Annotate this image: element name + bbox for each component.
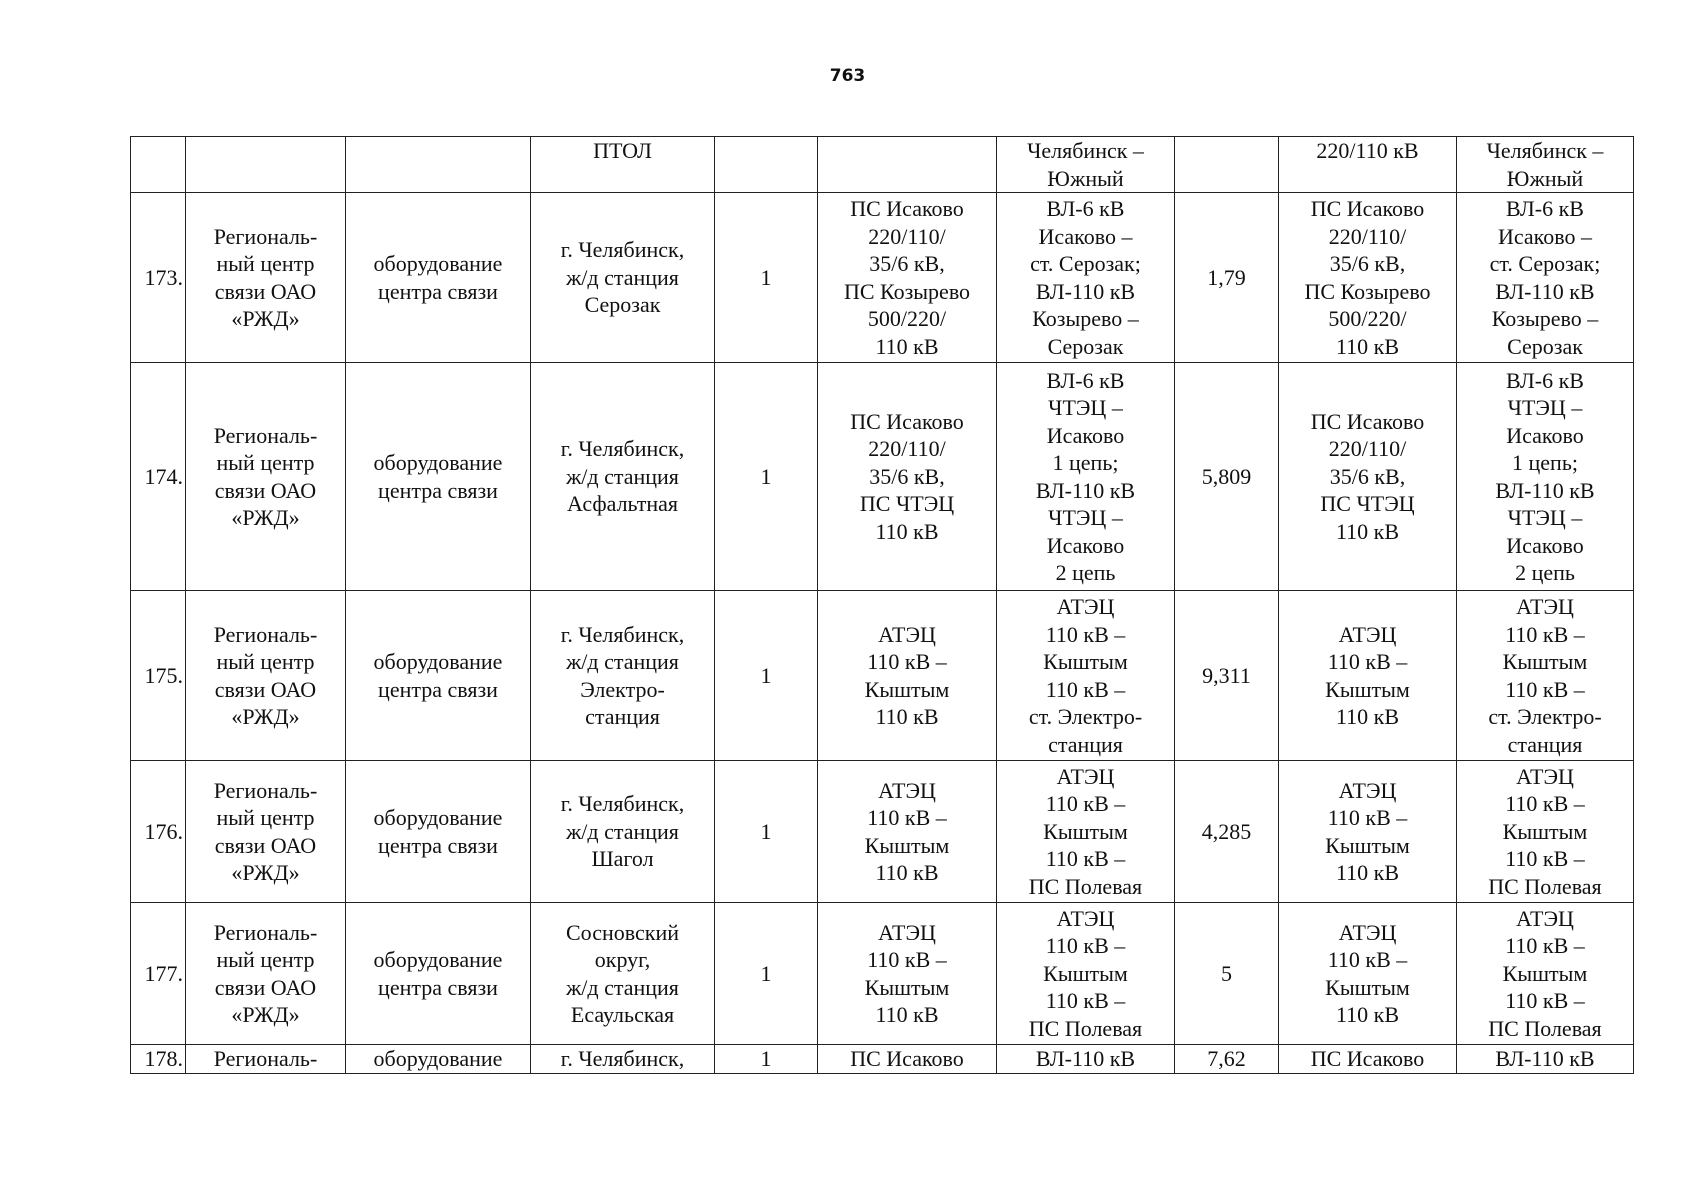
cell-organization: Региональ- ный центр связи ОАО «РЖД» <box>186 363 346 591</box>
cell-organization: Региональ- ный центр связи ОАО «РЖД» <box>186 761 346 903</box>
cell-row-number: 177. <box>131 903 186 1045</box>
cell-distance <box>1175 137 1279 193</box>
cell-location: ПТОЛ <box>531 137 715 193</box>
cell-location: г. Челябинск, ж/д станция Шагол <box>531 761 715 903</box>
table-row <box>131 1045 1634 1074</box>
cell-quantity: 1 <box>715 193 818 363</box>
cell-supply-center-2: ПС Исаково 220/110/ 35/6 кВ, ПС Козырево 500/220/ 110 кВ <box>1279 193 1457 363</box>
cell-supply-center-2: ПС Исаково 220/110/ 35/6 кВ, ПС ЧТЭЦ 110 кВ <box>1279 363 1457 591</box>
table-row <box>131 137 1634 193</box>
cell-location: г. Челябинск, ж/д станция Серозак <box>531 193 715 363</box>
cell-distance: 9,311 <box>1175 591 1279 761</box>
cell-line-2: ВЛ-6 кВ ЧТЭЦ – Исаково 1 цепь; ВЛ-110 кВ ЧТЭЦ – Исаково 2 цепь <box>1457 363 1634 591</box>
cell-row-number: 176. <box>131 761 186 903</box>
cell-row-number: 178. <box>131 1045 186 1074</box>
cell-line-1: ВЛ-110 кВ <box>997 1045 1175 1074</box>
table-row <box>131 193 1634 363</box>
cell-line-2: Челябинск – Южный <box>1457 137 1634 193</box>
cell-supply-center-2: ПС Исаково <box>1279 1045 1457 1074</box>
cell-equipment: оборудование центра связи <box>346 903 531 1045</box>
cell-line-1: АТЭЦ 110 кВ – Кыштым 110 кВ – ст. Электро- станция <box>997 591 1175 761</box>
cell-supply-center-2: АТЭЦ 110 кВ – Кыштым 110 кВ <box>1279 761 1457 903</box>
cell-distance: 7,62 <box>1175 1045 1279 1074</box>
cell-line-1: ВЛ-6 кВ Исаково – ст. Серозак; ВЛ-110 кВ Козырево – Серозак <box>997 193 1175 363</box>
cell-row-number: 173. <box>131 193 186 363</box>
cell-equipment: оборудование центра связи <box>346 761 531 903</box>
cell-line-1: ВЛ-6 кВ ЧТЭЦ – Исаково 1 цепь; ВЛ-110 кВ ЧТЭЦ – Исаково 2 цепь <box>997 363 1175 591</box>
cell-distance: 5,809 <box>1175 363 1279 591</box>
cell-location: г. Челябинск, ж/д станция Электро- станция <box>531 591 715 761</box>
cell-line-1: Челябинск – Южный <box>997 137 1175 193</box>
cell-supply-center-1: ПС Исаково 220/110/ 35/6 кВ, ПС Козырево 500/220/ 110 кВ <box>818 193 997 363</box>
cell-equipment: оборудование центра связи <box>346 363 531 591</box>
power-supply-table <box>130 136 1634 1074</box>
cell-supply-center-2: АТЭЦ 110 кВ – Кыштым 110 кВ <box>1279 903 1457 1045</box>
cell-line-1: АТЭЦ 110 кВ – Кыштым 110 кВ – ПС Полевая <box>997 903 1175 1045</box>
cell-location: Сосновский округ, ж/д станция Есаульская <box>531 903 715 1045</box>
cell-line-2: АТЭЦ 110 кВ – Кыштым 110 кВ – ст. Электро- станция <box>1457 591 1634 761</box>
cell-line-2: ВЛ-110 кВ <box>1457 1045 1634 1074</box>
cell-supply-center-1: АТЭЦ 110 кВ – Кыштым 110 кВ <box>818 591 997 761</box>
cell-row-number: 174. <box>131 363 186 591</box>
cell-equipment: оборудование центра связи <box>346 193 531 363</box>
cell-supply-center-1: ПС Исаково 220/110/ 35/6 кВ, ПС ЧТЭЦ 110 кВ <box>818 363 997 591</box>
cell-row-number <box>131 137 186 193</box>
cell-line-1: АТЭЦ 110 кВ – Кыштым 110 кВ – ПС Полевая <box>997 761 1175 903</box>
cell-line-2: АТЭЦ 110 кВ – Кыштым 110 кВ – ПС Полевая <box>1457 761 1634 903</box>
table-row <box>131 903 1634 1045</box>
cell-distance: 4,285 <box>1175 761 1279 903</box>
cell-organization: Региональ- ный центр связи ОАО «РЖД» <box>186 591 346 761</box>
cell-supply-center-2: АТЭЦ 110 кВ – Кыштым 110 кВ <box>1279 591 1457 761</box>
cell-organization: Региональ- ный центр связи ОАО «РЖД» <box>186 193 346 363</box>
page-number: 763 <box>829 66 866 86</box>
cell-supply-center-1: ПС Исаково <box>818 1045 997 1074</box>
table-row <box>131 761 1634 903</box>
cell-equipment: оборудование <box>346 1045 531 1074</box>
cell-distance: 1,79 <box>1175 193 1279 363</box>
cell-quantity: 1 <box>715 903 818 1045</box>
cell-distance: 5 <box>1175 903 1279 1045</box>
cell-quantity: 1 <box>715 591 818 761</box>
cell-supply-center-1: АТЭЦ 110 кВ – Кыштым 110 кВ <box>818 903 997 1045</box>
cell-location: г. Челябинск, ж/д станция Асфальтная <box>531 363 715 591</box>
cell-quantity <box>715 137 818 193</box>
cell-quantity: 1 <box>715 363 818 591</box>
cell-line-2: ВЛ-6 кВ Исаково – ст. Серозак; ВЛ-110 кВ Козырево – Серозак <box>1457 193 1634 363</box>
cell-line-2: АТЭЦ 110 кВ – Кыштым 110 кВ – ПС Полевая <box>1457 903 1634 1045</box>
cell-location: г. Челябинск, <box>531 1045 715 1074</box>
cell-organization <box>186 137 346 193</box>
cell-supply-center-1: АТЭЦ 110 кВ – Кыштым 110 кВ <box>818 761 997 903</box>
cell-supply-center-1 <box>818 137 997 193</box>
cell-supply-center-2: 220/110 кВ <box>1279 137 1457 193</box>
cell-organization: Региональ- <box>186 1045 346 1074</box>
table-row <box>131 591 1634 761</box>
cell-organization: Региональ- ный центр связи ОАО «РЖД» <box>186 903 346 1045</box>
cell-quantity: 1 <box>715 1045 818 1074</box>
cell-row-number: 175. <box>131 591 186 761</box>
cell-quantity: 1 <box>715 761 818 903</box>
cell-equipment <box>346 137 531 193</box>
cell-equipment: оборудование центра связи <box>346 591 531 761</box>
table-row <box>131 363 1634 591</box>
